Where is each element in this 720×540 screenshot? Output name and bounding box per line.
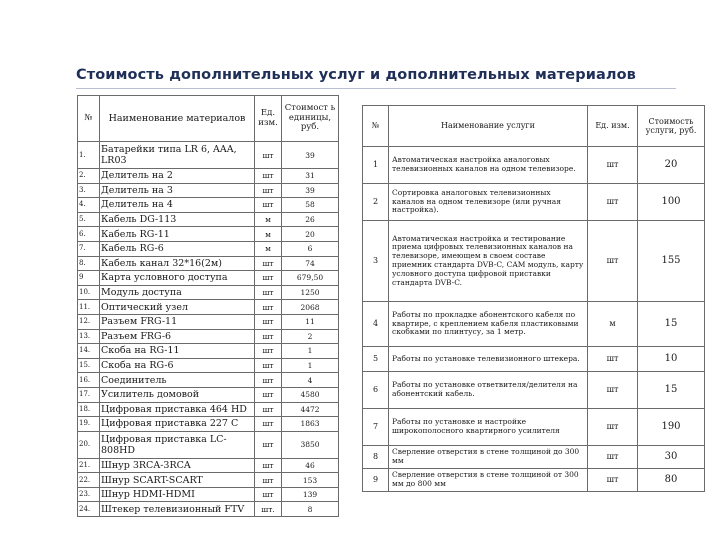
services-cell-unit: шт — [588, 409, 638, 446]
services-row — [363, 469, 705, 492]
materials-cell-num: 3. — [78, 183, 100, 198]
materials-table-body — [78, 142, 339, 517]
materials-cell-unit: шт — [255, 142, 282, 169]
materials-cell-name: Шнур SCART-SCART — [100, 473, 255, 488]
materials-cell-num: 21. — [78, 458, 100, 473]
materials-cell-name: Кабель DG-113 — [100, 212, 255, 227]
services-cell-price: 20 — [638, 147, 705, 184]
materials-cell-price: 31 — [282, 169, 339, 184]
materials-row — [78, 183, 339, 198]
services-cell-name: Работы по установке телевизионного штекера. — [389, 347, 588, 372]
services-cell-unit: шт — [588, 446, 638, 469]
materials-cell-name: Кабель канал 32*16(2м) — [100, 256, 255, 271]
services-row — [363, 347, 705, 372]
materials-cell-name: Усилитель домовой — [100, 387, 255, 402]
services-cell-price: 15 — [638, 372, 705, 409]
materials-row — [78, 142, 339, 169]
materials-cell-price: 39 — [282, 183, 339, 198]
services-row — [363, 409, 705, 446]
materials-cell-num: 22. — [78, 473, 100, 488]
services-cell-unit: м — [588, 302, 638, 347]
services-cell-price: 155 — [638, 221, 705, 302]
materials-row — [78, 417, 339, 432]
services-header-name: Наименование услуги — [389, 106, 588, 147]
materials-cell-num: 10. — [78, 285, 100, 300]
materials-cell-name: Делитель на 3 — [100, 183, 255, 198]
materials-cell-price: 4580 — [282, 387, 339, 402]
services-cell-num: 4 — [363, 302, 389, 347]
materials-cell-price: 46 — [282, 458, 339, 473]
materials-cell-num: 16. — [78, 373, 100, 388]
services-header-num: № — [363, 106, 389, 147]
services-table-body — [363, 147, 705, 492]
materials-cell-num: 18. — [78, 402, 100, 417]
services-row — [363, 147, 705, 184]
services-table — [362, 105, 705, 492]
materials-cell-name: Разъем FRG-6 — [100, 329, 255, 344]
services-row — [363, 302, 705, 347]
materials-row — [78, 212, 339, 227]
services-cell-unit: шт — [588, 184, 638, 221]
services-cell-num: 6 — [363, 372, 389, 409]
services-row — [363, 221, 705, 302]
materials-cell-unit: шт — [255, 256, 282, 271]
materials-row — [78, 169, 339, 184]
materials-cell-name: Штекер телевизионный FTV — [100, 502, 255, 517]
materials-cell-price: 1 — [282, 344, 339, 359]
materials-cell-name: Цифровая приставка 227 С — [100, 417, 255, 432]
materials-cell-price: 2 — [282, 329, 339, 344]
materials-cell-price: 20 — [282, 227, 339, 242]
materials-cell-num: 8. — [78, 256, 100, 271]
materials-cell-name: Батарейки типа LR 6, AAA, LR03 — [100, 142, 255, 169]
materials-cell-unit: шт — [255, 344, 282, 359]
materials-cell-price: 139 — [282, 487, 339, 502]
materials-row — [78, 387, 339, 402]
materials-row — [78, 358, 339, 373]
materials-cell-num: 11. — [78, 300, 100, 315]
materials-row — [78, 473, 339, 488]
materials-cell-num: 19. — [78, 417, 100, 432]
services-header-price: Стоимость услуги, руб. — [638, 106, 705, 147]
materials-cell-unit: шт — [255, 285, 282, 300]
materials-header-row — [78, 96, 339, 142]
materials-cell-name: Оптический узел — [100, 300, 255, 315]
materials-cell-unit: шт — [255, 417, 282, 432]
materials-cell-num: 13. — [78, 329, 100, 344]
services-cell-name: Работы по прокладке абонентского кабеля по квартире, с креплением кабеля пластиковыми скобками по плинтусу, за 1 метр. — [389, 302, 588, 347]
materials-row — [78, 487, 339, 502]
services-cell-unit: шт — [588, 372, 638, 409]
materials-row — [78, 198, 339, 213]
materials-cell-unit: шт — [255, 473, 282, 488]
services-cell-price: 100 — [638, 184, 705, 221]
materials-cell-num: 20. — [78, 431, 100, 458]
materials-cell-price: 1863 — [282, 417, 339, 432]
services-cell-num: 2 — [363, 184, 389, 221]
materials-cell-num: 7. — [78, 241, 100, 256]
services-cell-price: 10 — [638, 347, 705, 372]
materials-cell-price: 4 — [282, 373, 339, 388]
services-cell-price: 30 — [638, 446, 705, 469]
services-row — [363, 446, 705, 469]
materials-cell-price: 8 — [282, 502, 339, 517]
services-header-unit: Ед. изм. — [588, 106, 638, 147]
materials-cell-unit: м — [255, 227, 282, 242]
materials-cell-num: 12. — [78, 314, 100, 329]
materials-row — [78, 227, 339, 242]
materials-cell-price: 4472 — [282, 402, 339, 417]
materials-cell-name: Делитель на 4 — [100, 198, 255, 213]
materials-cell-num: 5. — [78, 212, 100, 227]
materials-cell-price: 679,50 — [282, 271, 339, 286]
materials-cell-name: Скоба на RG-11 — [100, 344, 255, 359]
materials-cell-unit: шт — [255, 300, 282, 315]
materials-cell-price: 1250 — [282, 285, 339, 300]
materials-cell-unit: шт — [255, 183, 282, 198]
materials-table — [77, 95, 339, 517]
materials-cell-num: 15. — [78, 358, 100, 373]
materials-cell-unit: шт. — [255, 502, 282, 517]
services-cell-name: Работы по установке и настройке широкополосного квартирного усилителя — [389, 409, 588, 446]
materials-cell-unit: шт — [255, 314, 282, 329]
materials-cell-name: Цифровая приставка 464 HD — [100, 402, 255, 417]
materials-cell-unit: шт — [255, 169, 282, 184]
materials-cell-price: 3850 — [282, 431, 339, 458]
materials-header-name: Наименование материалов — [100, 96, 255, 142]
materials-row — [78, 373, 339, 388]
services-cell-name: Автоматическая настройка аналоговых телевизионных каналов на одном телевизоре. — [389, 147, 588, 184]
materials-header-unit: Ед. изм. — [255, 96, 282, 142]
materials-header-num: № — [78, 96, 100, 142]
services-cell-num: 8 — [363, 446, 389, 469]
services-row — [363, 184, 705, 221]
services-header-row — [363, 106, 705, 147]
materials-row — [78, 271, 339, 286]
materials-cell-price: 39 — [282, 142, 339, 169]
materials-cell-price: 74 — [282, 256, 339, 271]
title-underline — [76, 88, 676, 89]
materials-cell-unit: м — [255, 241, 282, 256]
services-cell-price: 190 — [638, 409, 705, 446]
materials-cell-unit: шт — [255, 387, 282, 402]
materials-cell-unit: шт — [255, 271, 282, 286]
materials-cell-unit: шт — [255, 431, 282, 458]
materials-row — [78, 344, 339, 359]
services-cell-unit: шт — [588, 221, 638, 302]
materials-row — [78, 502, 339, 517]
materials-cell-name: Карта условного доступа — [100, 271, 255, 286]
services-cell-num: 9 — [363, 469, 389, 492]
materials-cell-unit: шт — [255, 198, 282, 213]
services-cell-unit: шт — [588, 147, 638, 184]
materials-cell-price: 2068 — [282, 300, 339, 315]
materials-cell-unit: шт — [255, 458, 282, 473]
materials-cell-unit: м — [255, 212, 282, 227]
materials-cell-num: 4. — [78, 198, 100, 213]
materials-cell-name: Цифровая приставка LC-808HD — [100, 431, 255, 458]
materials-header-price: Стоимост ь единицы, руб. — [282, 96, 339, 142]
services-cell-unit: шт — [588, 347, 638, 372]
services-cell-name: Работы по установке ответвителя/делителя на абонентский кабель. — [389, 372, 588, 409]
materials-cell-name: Делитель на 2 — [100, 169, 255, 184]
materials-row — [78, 402, 339, 417]
services-row — [363, 372, 705, 409]
materials-cell-price: 58 — [282, 198, 339, 213]
materials-cell-price: 11 — [282, 314, 339, 329]
materials-cell-unit: шт — [255, 487, 282, 502]
materials-cell-name: Скоба на RG-6 — [100, 358, 255, 373]
materials-row — [78, 314, 339, 329]
materials-cell-name: Разъем FRG-11 — [100, 314, 255, 329]
materials-cell-name: Шнур HDMI-HDMI — [100, 487, 255, 502]
materials-cell-name: Кабель RG-6 — [100, 241, 255, 256]
services-cell-price: 80 — [638, 469, 705, 492]
materials-cell-price: 1 — [282, 358, 339, 373]
materials-cell-price: 153 — [282, 473, 339, 488]
services-cell-num: 1 — [363, 147, 389, 184]
materials-row — [78, 256, 339, 271]
services-cell-num: 7 — [363, 409, 389, 446]
materials-cell-num: 23. — [78, 487, 100, 502]
materials-cell-num: 6. — [78, 227, 100, 242]
materials-row — [78, 329, 339, 344]
materials-row — [78, 458, 339, 473]
materials-cell-num: 9 — [78, 271, 100, 286]
services-cell-price: 15 — [638, 302, 705, 347]
materials-cell-unit: шт — [255, 402, 282, 417]
materials-cell-num: 14. — [78, 344, 100, 359]
materials-cell-num: 2. — [78, 169, 100, 184]
services-cell-name: Сверление отверстия в стене толщиной до 300 мм — [389, 446, 588, 469]
materials-cell-unit: шт — [255, 373, 282, 388]
materials-cell-num: 24. — [78, 502, 100, 517]
services-cell-name: Сортировка аналоговых телевизионных каналов на одном телевизоре (или ручная настройка). — [389, 184, 588, 221]
materials-row — [78, 431, 339, 458]
materials-cell-unit: шт — [255, 358, 282, 373]
materials-cell-price: 6 — [282, 241, 339, 256]
materials-row — [78, 300, 339, 315]
services-cell-num: 3 — [363, 221, 389, 302]
services-cell-unit: шт — [588, 469, 638, 492]
materials-cell-name: Соединитель — [100, 373, 255, 388]
services-cell-name: Сверление отверстия в стене толщиной от 300 мм до 800 мм — [389, 469, 588, 492]
materials-cell-price: 26 — [282, 212, 339, 227]
materials-row — [78, 285, 339, 300]
slide-title: Стоимость дополнительных услуг и дополнительных материалов — [76, 67, 636, 83]
materials-cell-name: Кабель RG-11 — [100, 227, 255, 242]
materials-cell-num: 17. — [78, 387, 100, 402]
materials-row — [78, 241, 339, 256]
services-cell-name: Автоматическая настройка и тестирование приема цифровых телевизионных каналов на телевизоре, имеющем в своем составе приемник стандарта DVB-C, CAM модуль, карту условного доступа цифровой приставки стандарта DVB-C. — [389, 221, 588, 302]
services-cell-num: 5 — [363, 347, 389, 372]
materials-cell-name: Модуль доступа — [100, 285, 255, 300]
materials-cell-num: 1. — [78, 142, 100, 169]
materials-cell-name: Шнур 3RCA-3RCA — [100, 458, 255, 473]
materials-cell-unit: шт — [255, 329, 282, 344]
